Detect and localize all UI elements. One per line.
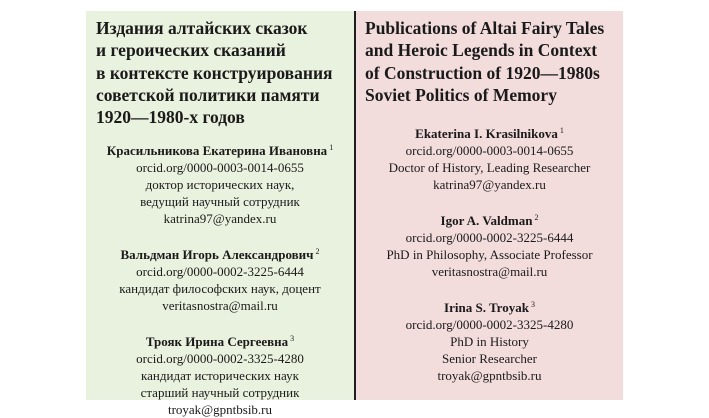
author-email[interactable]: troyak@gpntbsib.ru xyxy=(167,402,273,418)
author-name: Красильникова Екатерина Ивановна xyxy=(106,143,328,159)
author-position: старший научный сотрудник xyxy=(140,385,300,401)
orcid-link[interactable]: orcid.org/0000-0002-3225-6444 xyxy=(136,264,304,280)
author-degree: PhD in Philosophy, Associate Professor xyxy=(386,247,593,263)
english-title: Publications of Altai Fairy Tales and Heroic Legends in Context of Construction of 1920—1980s Soviet Politics of Memory xyxy=(365,18,605,105)
author-name: Вальдман Игорь Александрович xyxy=(120,247,314,263)
english-column xyxy=(356,11,623,400)
author-block xyxy=(86,330,354,418)
author-footnote-mark: 1 xyxy=(329,143,334,153)
author-degree: кандидат философских наук, доцент xyxy=(119,281,321,297)
author-footnote-mark: 1 xyxy=(559,126,564,136)
author-footnote-mark: 2 xyxy=(315,247,320,257)
author-footnote-mark: 3 xyxy=(530,300,535,310)
author-degree: кандидат исторических наук xyxy=(141,368,299,384)
author-footnote-mark: 3 xyxy=(290,334,295,344)
orcid-link[interactable]: orcid.org/0000-0003-0014-0655 xyxy=(405,143,574,159)
author-name: Irina S. Troyak xyxy=(444,300,529,316)
russian-title: Издания алтайских сказок и героических сказаний в контексте конструирования советской политики памяти 1920—1980-х годов xyxy=(96,18,333,128)
author-email[interactable]: katrina97@yandex.ru xyxy=(163,211,277,227)
orcid-link[interactable]: orcid.org/0000-0002-3325-4280 xyxy=(136,351,304,367)
author-block xyxy=(356,122,623,193)
author-block xyxy=(86,139,354,227)
orcid-link[interactable]: orcid.org/0000-0002-3225-6444 xyxy=(405,230,574,246)
orcid-link[interactable]: orcid.org/0000-0002-3325-4280 xyxy=(405,317,574,333)
author-name: Трояк Ирина Сергеевна xyxy=(145,334,289,350)
author-position: Senior Researcher xyxy=(442,351,537,367)
author-name: Igor A. Valdman xyxy=(440,213,533,229)
author-position: ведущий научный сотрудник xyxy=(140,194,300,210)
english-authors xyxy=(356,122,623,384)
author-email[interactable]: troyak@gpntbsib.ru xyxy=(437,368,542,384)
author-footnote-mark: 2 xyxy=(534,213,539,223)
author-degree: Doctor of History, Leading Researcher xyxy=(388,160,591,176)
author-name: Ekaterina I. Krasilnikova xyxy=(415,126,558,142)
author-block xyxy=(356,296,623,384)
author-degree: доктор исторических наук, xyxy=(145,177,295,193)
russian-column xyxy=(86,11,354,418)
author-email[interactable]: katrina97@yandex.ru xyxy=(433,177,546,193)
author-email[interactable]: veritasnostra@mail.ru xyxy=(431,264,548,280)
author-block xyxy=(356,209,623,280)
author-degree: PhD in History xyxy=(450,334,529,350)
author-email[interactable]: veritasnostra@mail.ru xyxy=(162,298,278,314)
orcid-link[interactable]: orcid.org/0000-0003-0014-0655 xyxy=(136,160,304,176)
author-block xyxy=(86,243,354,314)
russian-authors xyxy=(86,139,354,418)
